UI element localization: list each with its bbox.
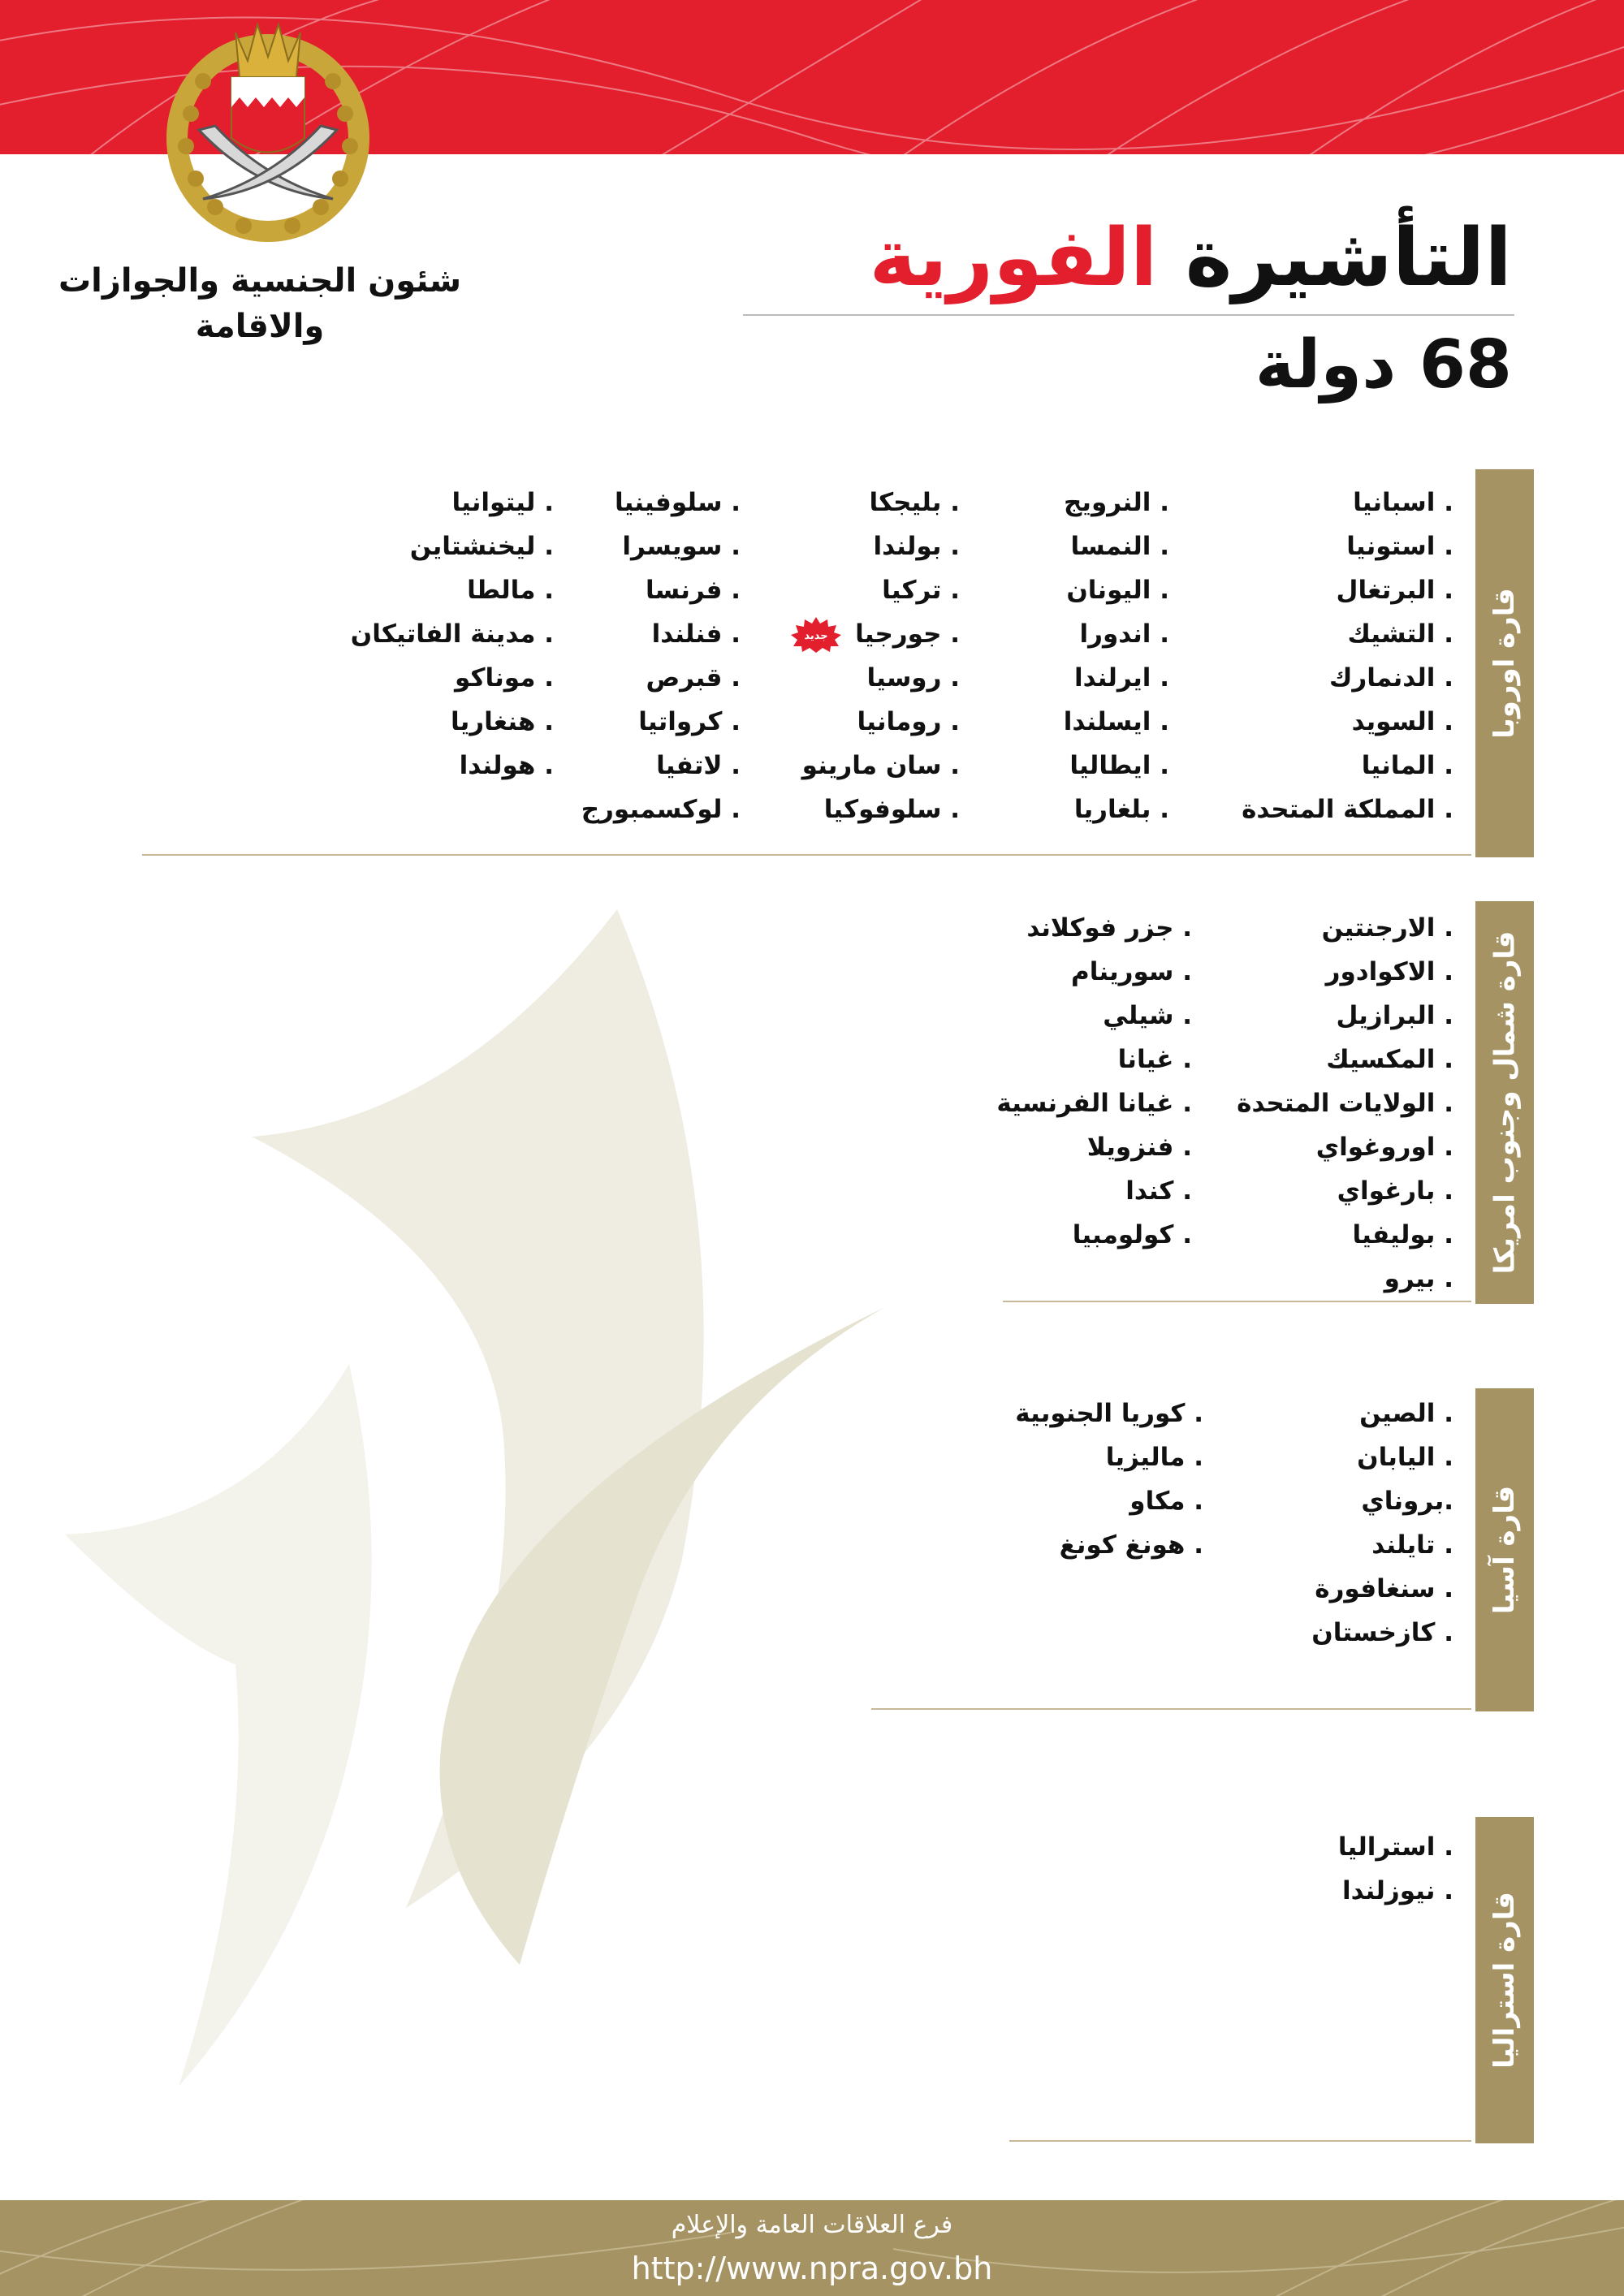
section-label-europe — [1471, 469, 1534, 857]
list-item: . سورينام — [1071, 957, 1192, 986]
footer-department: فرع العلاقات العامة والإعلام — [671, 2211, 953, 2239]
list-item: . اوروغواي — [1315, 1133, 1453, 1162]
list-item: . تايلند — [1371, 1530, 1453, 1560]
list-item: . بارغواي — [1337, 1176, 1453, 1206]
asia-column-2 — [1015, 1392, 1203, 1567]
organization-name-line2: والاقامة — [195, 308, 325, 345]
list-item: . سلوفوكيا — [823, 795, 960, 824]
list-item: . استراليا — [1337, 1832, 1453, 1862]
list-item: . رومانيا — [857, 707, 960, 736]
section-label-americas-text: قارة شمال وجنوب امريكا — [1488, 930, 1521, 1275]
list-item: . الصين — [1359, 1399, 1453, 1428]
list-item: . سويسرا — [622, 532, 741, 561]
section-divider-europe — [142, 854, 1471, 856]
americas-column-1 — [1237, 906, 1453, 1301]
list-item: . سلوفينيا — [614, 488, 741, 517]
list-item: . فنلندا — [651, 619, 741, 649]
list-item: . المملكة المتحدة — [1242, 795, 1453, 824]
list-item: . غيانا الفرنسية — [996, 1089, 1192, 1118]
list-item: . كازخستان — [1311, 1618, 1453, 1647]
section-divider-australia — [1009, 2140, 1471, 2142]
list-item: . كولومبيا — [1072, 1220, 1192, 1249]
page-title — [781, 209, 1512, 307]
title-divider — [743, 314, 1514, 316]
list-item: . ايرلندا — [1074, 663, 1169, 693]
list-item: . بلغاريا — [1073, 795, 1169, 824]
list-item: . ماليزيا — [1105, 1443, 1203, 1472]
europe-column-5 — [351, 481, 554, 788]
list-item: . ليتوانيا — [451, 488, 554, 517]
list-item: . سان مارينو — [801, 751, 960, 780]
list-item: . الارجنتين — [1321, 913, 1453, 943]
asia-column-1 — [1311, 1392, 1453, 1655]
section-label-asia — [1471, 1388, 1534, 1711]
list-item: . ايطاليا — [1069, 751, 1169, 780]
list-item: . فنزويلا — [1086, 1133, 1192, 1162]
list-item: . شيلي — [1103, 1001, 1192, 1030]
new-badge — [789, 615, 843, 653]
section-divider-asia — [871, 1708, 1471, 1710]
list-item: . اليونان — [1066, 576, 1169, 605]
list-item: . موناكو — [455, 663, 554, 693]
list-item: . بيرو — [1384, 1264, 1453, 1293]
list-item: . المانيا — [1361, 751, 1453, 780]
section-divider-americas — [1003, 1301, 1471, 1302]
list-item: . هونغ كونغ — [1059, 1530, 1203, 1560]
list-item: . النمسا — [1070, 532, 1169, 561]
europe-column-4 — [581, 481, 741, 831]
bahrain-emblem — [166, 16, 369, 248]
list-item: . اسبانيا — [1353, 488, 1453, 517]
list-item: . روسيا — [866, 663, 960, 693]
section-label-europe-text: قارة اوروبا — [1488, 588, 1522, 739]
list-item: . الولايات المتحدة — [1237, 1089, 1453, 1118]
organization-name-line1: شئون الجنسية والجوازات — [58, 262, 462, 300]
list-item: . بوليفيا — [1352, 1220, 1453, 1249]
list-item: . السويد — [1351, 707, 1453, 736]
list-item: . التشيك — [1347, 619, 1453, 649]
europe-column-1 — [1242, 481, 1453, 831]
list-item: . لوكسمبورج — [581, 795, 741, 824]
list-item: . فرنسا — [646, 576, 741, 605]
australia-column-1 — [1338, 1825, 1453, 1913]
title-red: الفورية — [869, 212, 1158, 304]
list-item: . ليخنشتاين — [409, 532, 554, 561]
list-item: . كوريا الجنوبية — [1015, 1399, 1203, 1428]
list-item: . جزر فوكلاند — [1026, 913, 1192, 943]
list-item: . اندورا — [1079, 619, 1169, 649]
list-item: . الدنمارك — [1328, 663, 1453, 693]
list-item: . مكاو — [1129, 1487, 1203, 1516]
list-item: . تركيا — [882, 576, 960, 605]
list-item: . نيوزلندا — [1342, 1876, 1453, 1905]
title-black: التأشيرة — [1185, 212, 1512, 304]
list-item: . قبرص — [646, 663, 741, 693]
list-item: . ايسلندا — [1063, 707, 1169, 736]
list-item: . لاتفيا — [656, 751, 741, 780]
list-item: . الاكوادور — [1325, 957, 1453, 986]
list-item: . البرتغال — [1336, 576, 1453, 605]
list-item: . كرواتيا — [638, 707, 741, 736]
list-item: . المكسيك — [1326, 1045, 1453, 1074]
list-item: . النرويج — [1063, 488, 1169, 517]
list-item: . هولندا — [459, 751, 554, 780]
list-item: . مدينة الفاتيكان — [350, 619, 554, 649]
section-label-asia-text: قارة آسيا — [1488, 1485, 1521, 1615]
list-item: . كندا — [1125, 1176, 1192, 1206]
section-label-australia — [1471, 1817, 1534, 2143]
list-item: . غيانا — [1117, 1045, 1192, 1074]
list-item: . البرازيل — [1336, 1001, 1453, 1030]
new-badge-label: جديد — [804, 630, 828, 642]
organization-name — [49, 258, 471, 349]
list-item: . مالطا — [467, 576, 554, 605]
europe-column-2 — [1064, 481, 1169, 831]
section-label-australia-text: قارة استراليا — [1488, 1892, 1522, 2069]
list-item: . بولندا — [873, 532, 960, 561]
list-item: . سنغافورة — [1315, 1574, 1453, 1603]
list-item: . اليابان — [1357, 1443, 1453, 1472]
europe-column-3 — [802, 481, 960, 831]
list-item: .بروناي — [1361, 1487, 1453, 1516]
background-swoosh — [49, 909, 942, 2103]
americas-column-2 — [996, 906, 1192, 1257]
list-item: . جورجيا — [855, 619, 960, 649]
list-item: . هنغاريا — [451, 707, 554, 736]
section-label-americas — [1471, 901, 1534, 1304]
country-count: 68 دولة — [1255, 326, 1512, 404]
footer-website-link[interactable]: http://www.npra.gov.bh — [631, 2251, 993, 2286]
list-item: . بليجكا — [869, 488, 960, 517]
list-item: . استونيا — [1346, 532, 1453, 561]
